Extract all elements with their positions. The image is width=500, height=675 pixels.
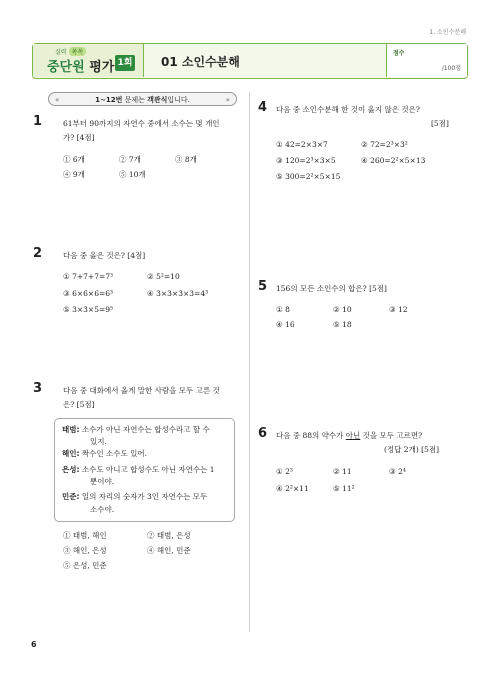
eval-title-dark: 평가 bbox=[89, 60, 115, 75]
header-left-panel bbox=[33, 44, 144, 77]
speaker-haein: 해인: bbox=[62, 449, 80, 458]
dialog-4-text: 일의 자리의 숫자가 3인 자연수는 모두 bbox=[81, 492, 208, 501]
question-2-option-3[interactable]: ③ 6×6×6=6³ bbox=[63, 289, 114, 298]
question-1-option-1[interactable]: ① 6개 bbox=[63, 155, 85, 164]
question-6-number: 6 bbox=[258, 426, 268, 441]
question-3-line2: 은? [5점] bbox=[63, 400, 95, 409]
question-4-points: [5점] bbox=[431, 119, 449, 128]
question-4-option-2[interactable]: ② 72=2³×3² bbox=[361, 140, 408, 149]
series-badge: 쏙쏙 bbox=[69, 47, 87, 56]
score-box bbox=[386, 44, 467, 77]
score-total: /100점 bbox=[441, 65, 461, 72]
question-1-line2: 가? [4점] bbox=[63, 133, 95, 142]
question-2-option-5[interactable]: ⑤ 3×3×5=9⁵ bbox=[63, 305, 114, 314]
chevron-right-icon: » bbox=[225, 96, 230, 104]
round-badge: 1회 bbox=[115, 55, 135, 71]
dialog-line-3b: 뿐이야. bbox=[90, 477, 115, 486]
question-3-option-4[interactable]: ④ 해인, 민준 bbox=[147, 546, 191, 555]
dialog-line-4 bbox=[62, 490, 207, 503]
dialog-line-3 bbox=[62, 463, 215, 476]
dialog-3-text: 소수도 아니고 합성수도 아닌 자연수는 1 bbox=[81, 465, 215, 474]
question-1-line1: 61부터 90까지의 자연수 중에서 소수는 몇 개인 bbox=[63, 119, 220, 128]
question-1-option-2[interactable]: ② 7개 bbox=[119, 155, 141, 164]
banner-mid: 문제는 bbox=[122, 96, 148, 104]
question-6-line1 bbox=[276, 429, 422, 442]
question-2-option-4[interactable]: ④ 3×3×3×3=4³ bbox=[147, 289, 209, 298]
question-4-number: 4 bbox=[258, 100, 268, 115]
question-6-option-2[interactable]: ② 11 bbox=[333, 467, 352, 476]
question-2-option-2[interactable]: ② 5²=10 bbox=[147, 272, 180, 281]
dialog-1-text: 소수가 아닌 자연수는 합성수라고 할 수 bbox=[81, 425, 210, 434]
banner-type: 객관식 bbox=[147, 96, 168, 104]
question-3-option-2[interactable]: ② 태범, 은성 bbox=[147, 531, 191, 540]
question-2-option-1[interactable]: ① 7+7+7=7³ bbox=[63, 272, 114, 281]
question-3-option-5[interactable]: ⑤ 은성, 민준 bbox=[63, 561, 107, 570]
series-prefix: 실력 bbox=[55, 49, 67, 56]
question-2-line1: 다음 중 옳은 것은? [4점] bbox=[63, 251, 146, 260]
question-6-option-1[interactable]: ① 2³ bbox=[276, 467, 293, 476]
question-6-points: (정답 2개) [5점] bbox=[384, 445, 439, 454]
question-6-option-4[interactable]: ④ 2²×11 bbox=[276, 484, 309, 493]
question-4-option-1[interactable]: ① 42=2×3×7 bbox=[276, 140, 328, 149]
chevron-left-icon: « bbox=[55, 96, 60, 104]
question-6-text-pre: 다음 중 88의 약수가 bbox=[276, 431, 346, 440]
question-5-option-3[interactable]: ③ 12 bbox=[389, 305, 408, 314]
question-3-number: 3 bbox=[33, 381, 43, 396]
question-3-option-3[interactable]: ③ 해인, 은성 bbox=[63, 546, 107, 555]
question-4-option-5[interactable]: ⑤ 300=2²×5×15 bbox=[276, 172, 341, 181]
dialog-line-1 bbox=[62, 423, 210, 436]
question-4-line1: 다음 중 소인수분해 한 것이 옳지 않은 것은? bbox=[276, 105, 420, 114]
banner-end: 입니다. bbox=[167, 96, 190, 104]
unit-header bbox=[32, 43, 468, 79]
unit-title bbox=[161, 53, 240, 70]
question-5-number: 5 bbox=[258, 279, 268, 294]
question-5-option-2[interactable]: ② 10 bbox=[333, 305, 352, 314]
column-divider bbox=[249, 92, 250, 632]
unit-name: 소인수분해 bbox=[181, 55, 240, 69]
question-1-option-3[interactable]: ③ 8개 bbox=[175, 155, 197, 164]
objective-banner bbox=[48, 92, 237, 106]
dialog-line-4b: 소수야. bbox=[90, 505, 115, 514]
question-5-option-5[interactable]: ⑤ 18 bbox=[333, 320, 352, 329]
question-5-option-4[interactable]: ④ 16 bbox=[276, 320, 295, 329]
speaker-taebeom: 태범: bbox=[62, 425, 80, 434]
question-2-number: 2 bbox=[33, 246, 43, 261]
banner-range: 1~12번 bbox=[95, 96, 123, 104]
question-6-option-3[interactable]: ③ 2⁴ bbox=[389, 467, 406, 476]
dialog-2-text: 짝수인 소수도 있어. bbox=[81, 449, 148, 458]
question-4-option-3[interactable]: ③ 120=2³×3×5 bbox=[276, 156, 336, 165]
dialog-line-2 bbox=[62, 447, 147, 460]
question-3-option-1[interactable]: ① 태범, 해인 bbox=[63, 531, 107, 540]
score-label: 점수 bbox=[393, 50, 405, 57]
eval-title bbox=[47, 56, 114, 75]
series-label bbox=[55, 47, 86, 56]
unit-number: 01 bbox=[161, 55, 178, 69]
page-number: 6 bbox=[31, 640, 37, 649]
running-header: 1. 소인수분해 bbox=[429, 29, 466, 36]
question-3-line1: 다음 중 대화에서 옳게 말한 사람을 모두 고른 것 bbox=[63, 386, 220, 395]
question-6-text-post: 것을 모두 고르면? bbox=[360, 431, 423, 440]
question-4-option-4[interactable]: ④ 260=2²×5×13 bbox=[361, 156, 426, 165]
question-5-option-1[interactable]: ① 8 bbox=[276, 305, 290, 314]
question-6-option-5[interactable]: ⑤ 11² bbox=[333, 484, 355, 493]
question-6-underlined: 아닌 bbox=[345, 431, 361, 440]
speaker-eunseong: 은성: bbox=[62, 465, 80, 474]
speaker-minjun: 민준: bbox=[62, 492, 80, 501]
question-1-number: 1 bbox=[33, 114, 43, 129]
question-1-option-4[interactable]: ④ 9개 bbox=[63, 170, 85, 179]
dialog-line-1b: 있지. bbox=[90, 437, 107, 446]
eval-title-green: 중단원 bbox=[47, 60, 85, 75]
question-1-option-5[interactable]: ⑤ 10개 bbox=[119, 170, 146, 179]
question-5-line1: 156의 모든 소인수의 합은? [5점] bbox=[276, 284, 387, 293]
